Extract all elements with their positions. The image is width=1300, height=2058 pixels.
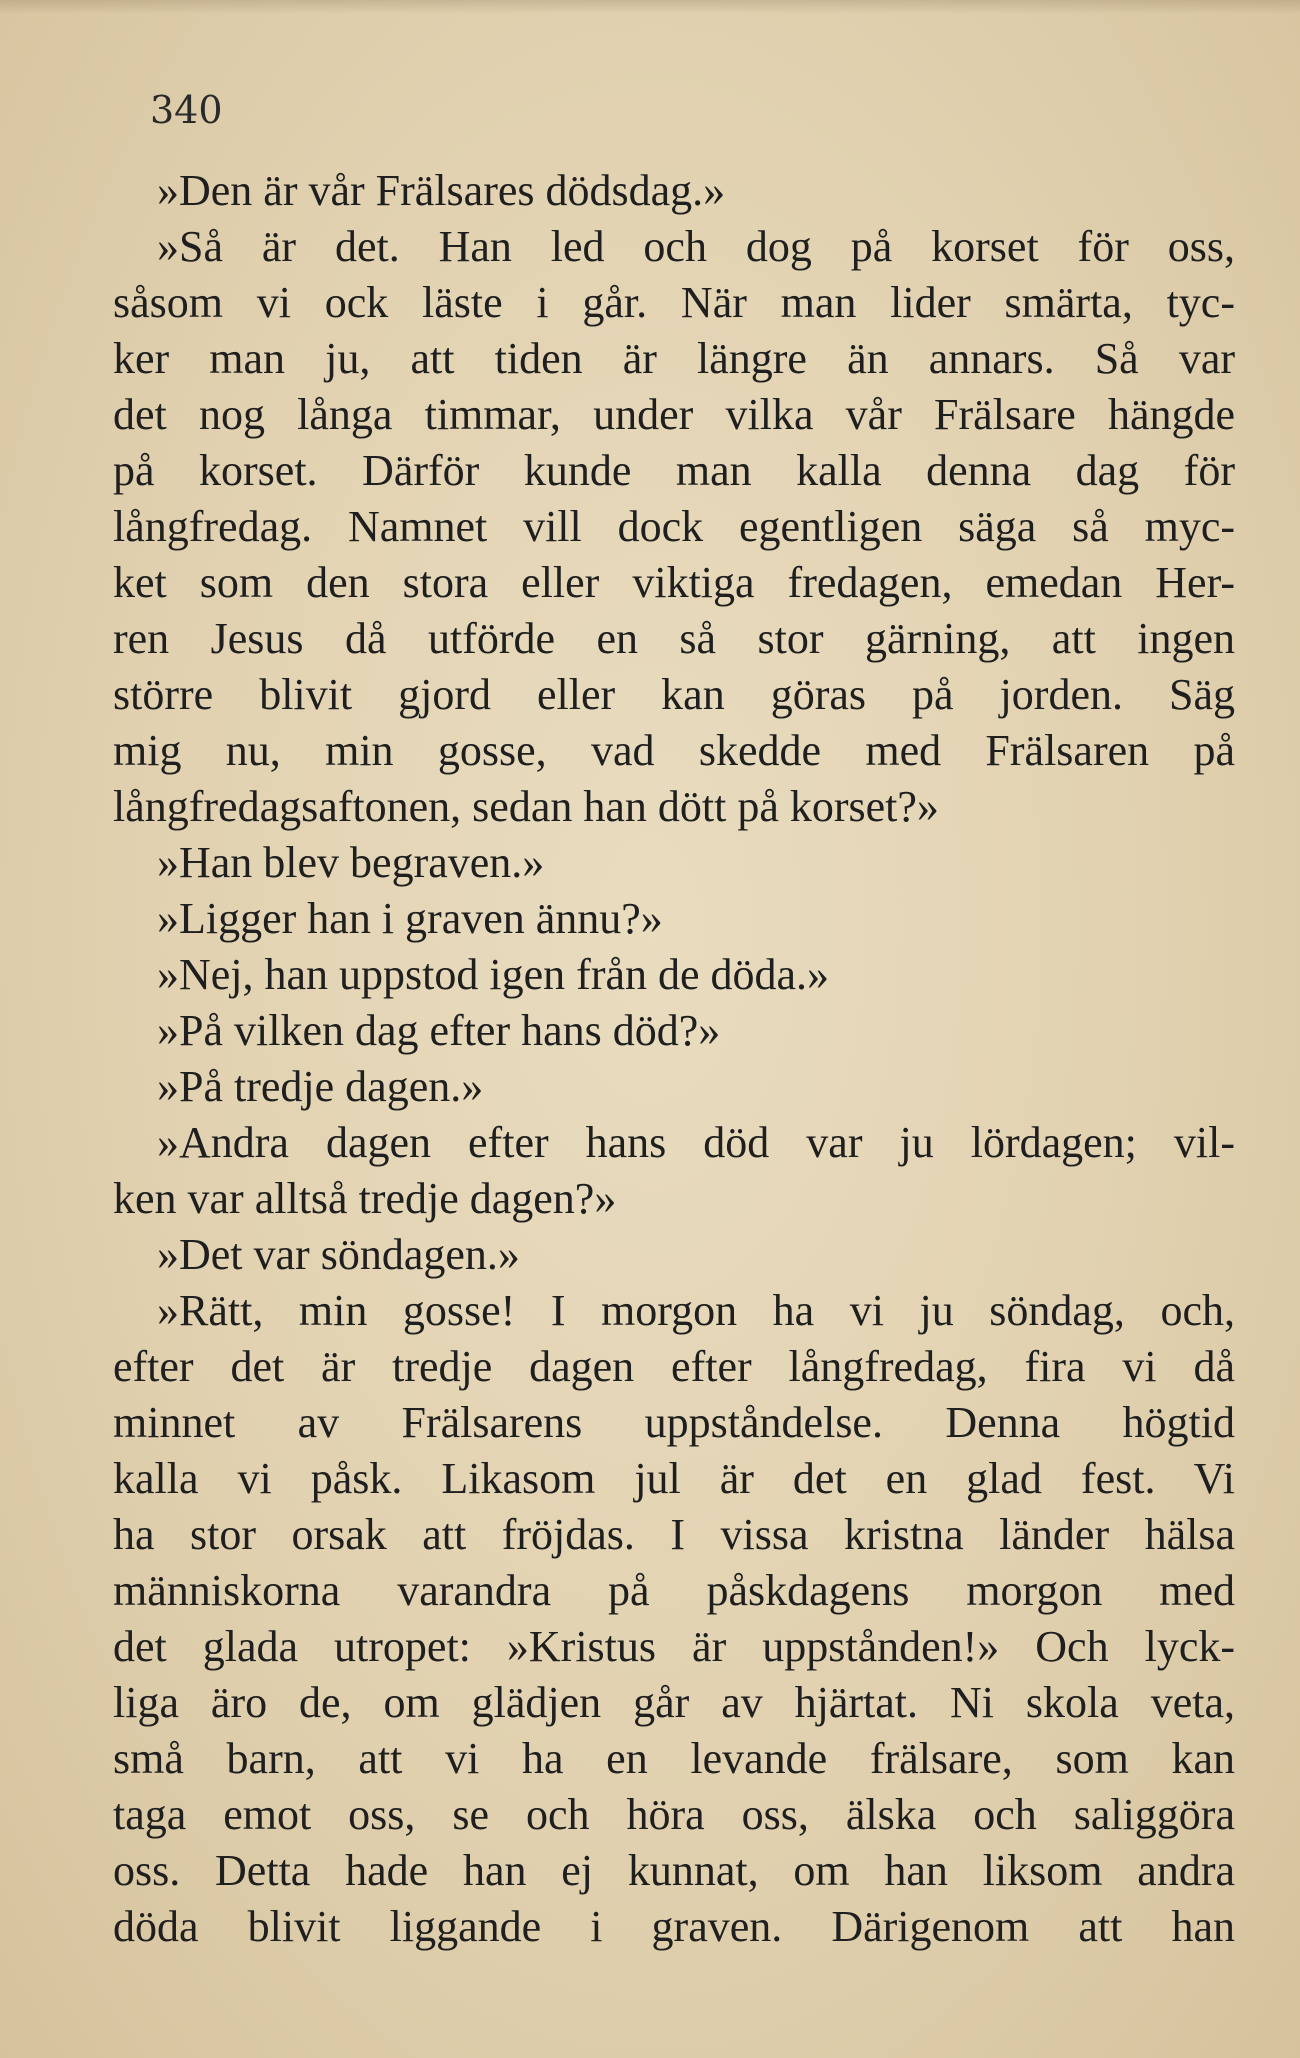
text-line: oss. Detta hade han ej kunnat, om han liksom andra <box>113 1846 1235 1895</box>
text-line: taga emot oss, se och höra oss, älska och saliggöra <box>113 1790 1235 1839</box>
text-line: långfredagsaftonen, sedan han dött på korset?» <box>113 782 939 831</box>
text-line: »Rätt, min gosse! I morgon ha vi ju söndag, och, <box>157 1286 1235 1335</box>
text-line: ha stor orsak att fröjdas. I vissa kristna länder hälsa <box>113 1510 1235 1559</box>
text-line: större blivit gjord eller kan göras på jorden. Säg <box>113 670 1235 719</box>
text-line: »Han blev begraven.» <box>157 838 545 887</box>
text-line: »Andra dagen efter hans död var ju lördagen; vil- <box>157 1118 1235 1167</box>
text-line: »Så är det. Han led och dog på korset för oss, <box>157 222 1235 271</box>
page-edge-shadow <box>0 0 1300 14</box>
text-line: mig nu, min gosse, vad skedde med Frälsaren på <box>113 726 1235 775</box>
text-line: ken var alltså tredje dagen?» <box>113 1174 617 1223</box>
text-line: efter det är tredje dagen efter långfredag, fira vi då <box>113 1342 1235 1391</box>
body-text <box>113 163 1235 1955</box>
text-line: såsom vi ock läste i går. När man lider smärta, tyc- <box>113 278 1235 327</box>
text-line: minnet av Frälsarens uppståndelse. Denna högtid <box>113 1398 1235 1447</box>
text-line: döda blivit liggande i graven. Därigenom att han <box>113 1902 1235 1951</box>
text-line: det glada utropet: »Kristus är uppstånden!» Och lyck- <box>113 1622 1235 1671</box>
text-line: liga äro de, om glädjen går av hjärtat. Ni skola veta, <box>113 1678 1235 1727</box>
text-line: »Den är vår Frälsares dödsdag.» <box>157 166 726 215</box>
text-line: kalla vi påsk. Likasom jul är det en glad fest. Vi <box>113 1454 1235 1503</box>
text-line: »Nej, han uppstod igen från de döda.» <box>157 950 830 999</box>
text-line: ren Jesus då utförde en så stor gärning, att ingen <box>113 614 1235 663</box>
text-line: »På vilken dag efter hans död?» <box>157 1006 721 1055</box>
text-line: människorna varandra på påskdagens morgon med <box>113 1566 1235 1615</box>
page-number: 340 <box>150 88 223 132</box>
text-line: små barn, att vi ha en levande frälsare, som kan <box>113 1734 1235 1783</box>
text-line: ket som den stora eller viktiga fredagen, emedan Her- <box>113 558 1235 607</box>
text-line: långfredag. Namnet vill dock egentligen säga så myc- <box>113 502 1235 551</box>
text-line: »Det var söndagen.» <box>157 1230 520 1279</box>
text-line: på korset. Därför kunde man kalla denna dag för <box>113 446 1235 495</box>
text-line: »Ligger han i graven ännu?» <box>157 894 663 943</box>
text-line: »På tredje dagen.» <box>157 1062 484 1111</box>
text-line: det nog långa timmar, under vilka vår Frälsare hängde <box>113 390 1235 439</box>
text-line: ker man ju, att tiden är längre än annars. Så var <box>113 334 1235 383</box>
